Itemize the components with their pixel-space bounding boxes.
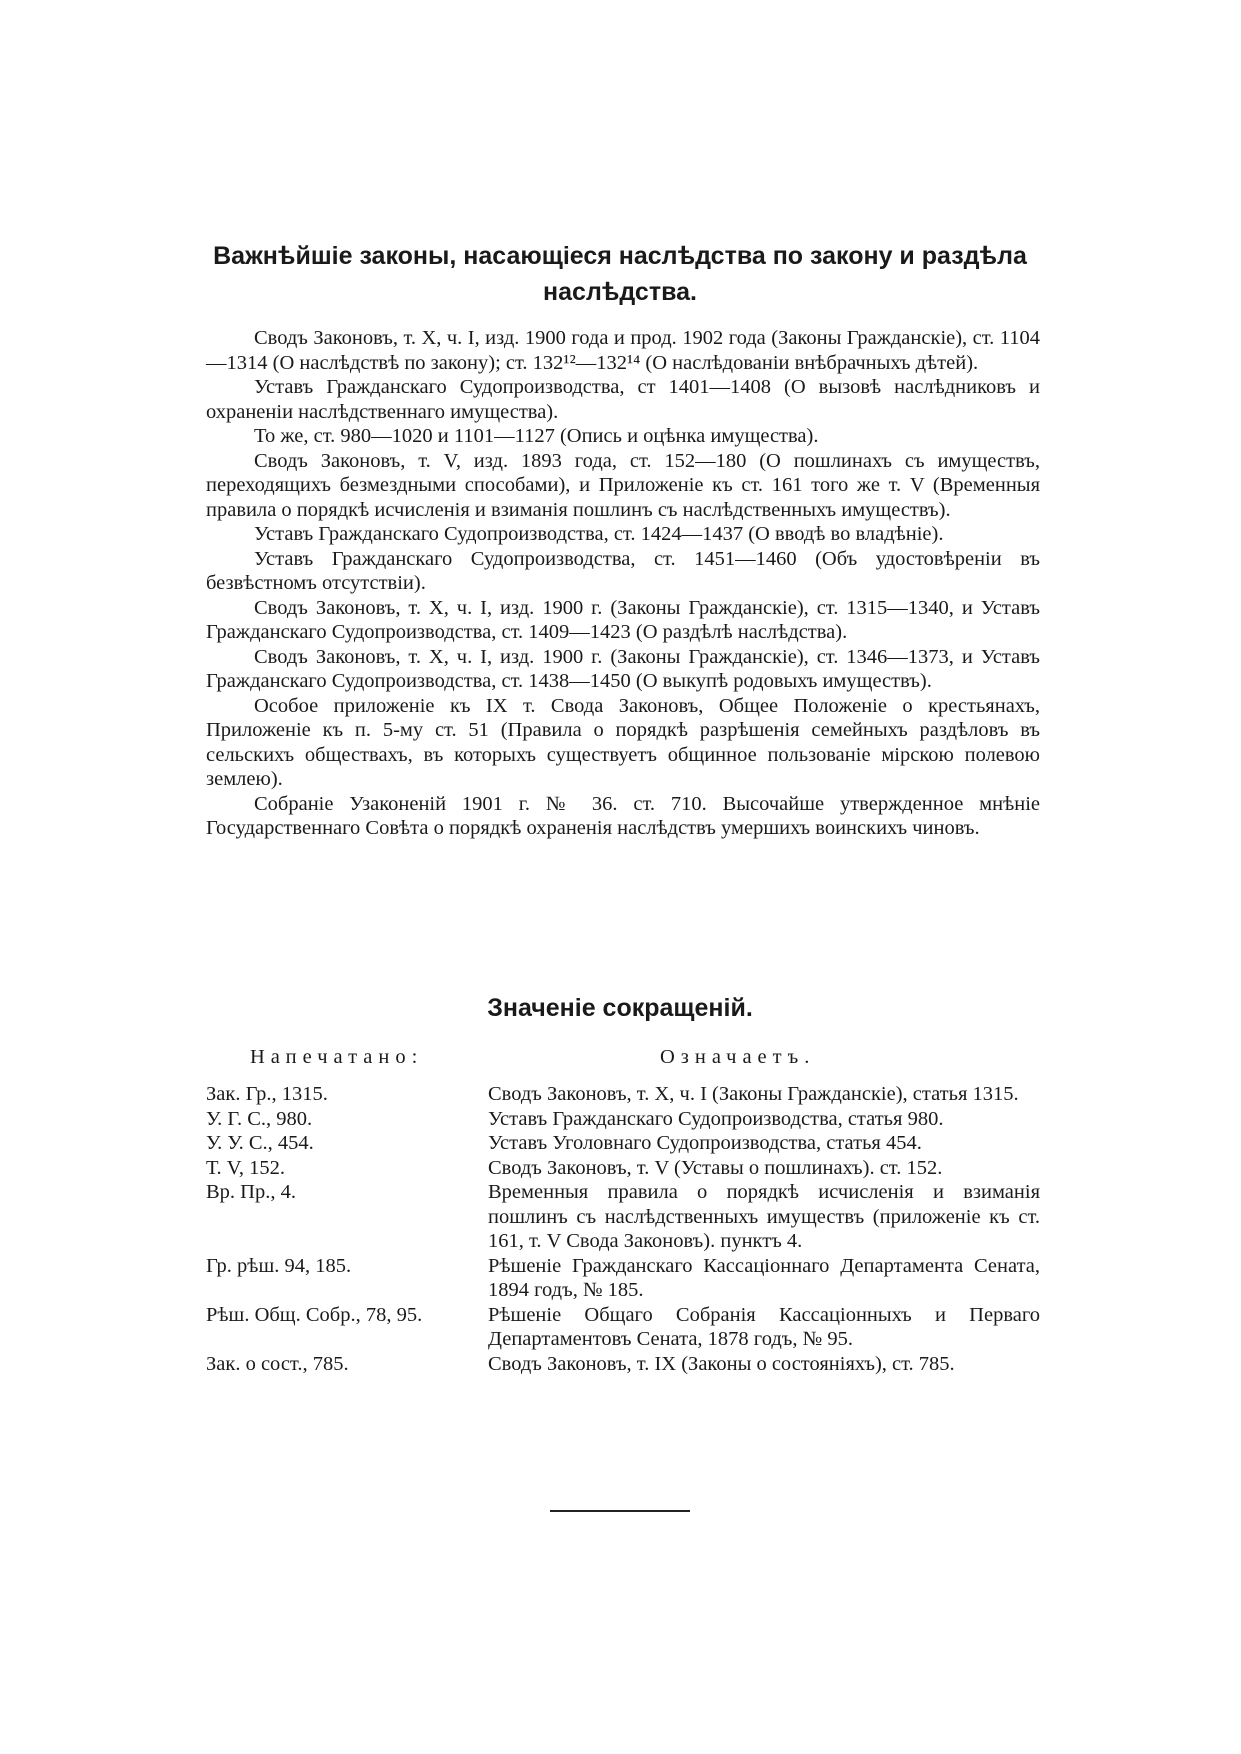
- abbreviation-row: [206, 1180, 1040, 1254]
- abbreviation-short: Вр. Пр., 4.: [206, 1181, 296, 1203]
- laws-list: [206, 326, 1040, 841]
- abbreviation-short: У. Г. С., 980.: [206, 1107, 313, 1130]
- abbreviation-short: Зак. Гр., 1315.: [206, 1083, 328, 1105]
- section-divider: [550, 1510, 690, 1512]
- abbreviation-full: Уставъ Уголовнаго Судопроизводства, статья 454.: [488, 1132, 922, 1154]
- law-paragraph: Уставъ Гражданскаго Судопроизводства, ст. 1451—1460 (Объ удостовѣреніи въ безвѣстномъ отсутствіи).: [206, 547, 1040, 594]
- abbreviation-short: Гр. рѣш. 94, 185.: [206, 1254, 352, 1277]
- law-paragraph: Собраніе Узаконеній 1901 г. № 36. ст. 710. Высочайше утвержденное мнѣніе Государственнаго Совѣта о порядкѣ охраненія наслѣдствъ умершихъ воинскихъ чиновъ.: [206, 792, 1040, 839]
- law-paragraph: Сводъ Законовъ, т. X, ч. I, изд. 1900 г. (Законы Гражданскіе), ст. 1315—1340, и Уставъ Гражданскаго Судопроизводства, ст. 1409—1423 (О раздѣлѣ наслѣдства).: [206, 596, 1040, 643]
- abbreviations-title: Значеніе сокращеній.: [487, 994, 753, 1022]
- abbreviation-row: [206, 1107, 1040, 1132]
- abbreviation-full: Сводъ Законовъ, т. X, ч. I (Законы Гражданскіе), статья 1315.: [488, 1083, 1019, 1105]
- abbreviation-row: [206, 1082, 1040, 1107]
- abbreviation-full: Рѣшеніе Общаго Собранія Кассаціонныхъ и Перваго Департаментовъ Сената, 1878 годъ, № 95.: [488, 1303, 1040, 1350]
- page-title: Важнѣйшіе законы, насающіеся наслѣдства по закону и раздѣла наслѣдства.: [213, 242, 1027, 306]
- abbreviation-full: Временныя правила о порядкѣ исчисленія и взиманія пошлинъ съ наслѣдственныхъ имуществъ (приложеніе къ ст. 161, т. V Свода Законовъ). пунктъ 4.: [488, 1181, 1040, 1252]
- abbreviation-short: У. У. С., 454.: [206, 1132, 314, 1154]
- abbreviation-full: Сводъ Законовъ, т. V (Уставы о пошлинахъ). ст. 152.: [488, 1156, 943, 1179]
- law-paragraph: Сводъ Законовъ, т. X, ч. I, изд. 1900 г. (Законы Гражданскіе), ст. 1346—1373, и Уставъ Гражданскаго Судопроизводства, ст. 1438—1450 (О выкупѣ родовыхъ имуществъ).: [206, 645, 1040, 692]
- abbreviation-short: Зак. о сост., 785.: [206, 1352, 349, 1375]
- abbreviation-row: [206, 1156, 1040, 1181]
- abbreviation-row: [206, 1254, 1040, 1303]
- abbreviation-short: Рѣш. Общ. Собр., 78, 95.: [206, 1303, 423, 1326]
- abbreviation-short: Т. V, 152.: [206, 1156, 286, 1179]
- abbreviation-row: [206, 1131, 1040, 1156]
- abbreviation-row: [206, 1303, 1040, 1352]
- law-paragraph: То же, ст. 980—1020 и 1101—1127 (Опись и оцѣнка имущества).: [254, 425, 819, 447]
- law-paragraph: Уставъ Гражданскаго Судопроизводства, ст 1401—1408 (О вызовѣ наслѣдниковъ и охраненіи наслѣдственнаго имущества).: [206, 376, 1040, 423]
- column-header-printed: Напечатано:: [250, 1046, 424, 1068]
- law-paragraph: Сводъ Законовъ, т. X, ч. I, изд. 1900 года и прод. 1902 года (Законы Гражданскіе), ст. 1104—1314 (О наслѣдствѣ по закону); ст. 132¹²—132¹⁴ (О наслѣдованіи внѣбрачныхъ дѣтей).: [206, 327, 1040, 374]
- abbreviation-full: Рѣшеніе Гражданскаго Кассаціоннаго Департамента Сената, 1894 годъ, № 185.: [488, 1254, 1040, 1301]
- abbreviations-table: [206, 1082, 1040, 1376]
- abbreviation-full: Уставъ Гражданскаго Судопроизводства, статья 980.: [488, 1107, 944, 1130]
- abbreviation-row: [206, 1352, 1040, 1377]
- column-header-means: Означаетъ.: [660, 1046, 816, 1068]
- abbreviation-full: Сводъ Законовъ, т. IX (Законы о состояніяхъ), ст. 785.: [488, 1352, 955, 1375]
- law-paragraph: Сводъ Законовъ, т. V, изд. 1893 года, ст. 152—180 (О пошлинахъ съ имуществъ, переходящихъ безмездными способами), и Приложеніе къ ст. 161 того же т. V (Временныя правила о порядкѣ исчисленія и взиманія пошлинъ съ наслѣдственныхъ имуществъ).: [206, 449, 1040, 521]
- law-paragraph: Особое приложеніе къ IX т. Свода Законовъ, Общее Положеніе о крестьянахъ, Приложеніе къ п. 5-му ст. 51 (Правила о порядкѣ разрѣшенія семейныхъ раздѣловъ въ сельскихъ обществахъ, въ которыхъ существуетъ общинное пользованіе мірскою полевою землею).: [206, 694, 1040, 790]
- law-paragraph: Уставъ Гражданскаго Судопроизводства, ст. 1424—1437 (О вводѣ во владѣніе).: [254, 523, 944, 545]
